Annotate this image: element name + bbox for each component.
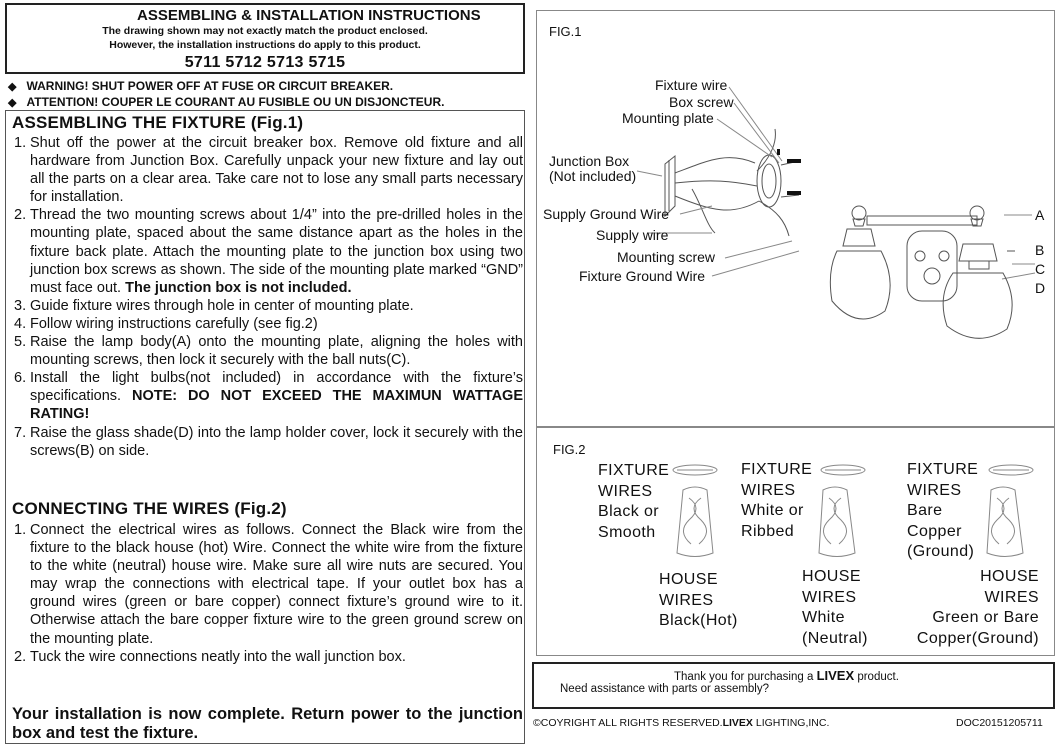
house-wires-white: HOUSE WIRES White (Neutral)	[802, 568, 868, 647]
connecting-heading: CONNECTING THE WIRES (Fig.2)	[12, 499, 287, 518]
left-lamp-cap	[843, 229, 875, 246]
diamond-icon: ◆	[8, 81, 17, 93]
callout-c: C	[1035, 261, 1046, 277]
house-wires-ground: HOUSE WIRES Green or Bare Copper(Ground)	[916, 568, 1039, 647]
thank-you-text: Thank you for purchasing a LIVEX product.	[674, 668, 899, 683]
wire-nut-2	[819, 465, 865, 557]
callout-box-screw: Box screw	[669, 94, 734, 110]
list-item: 1. Shut off the power at the circuit breaker box. Remove old fixture and all hardware from Junction Box. Carefully unpack your new fixture and lay out all the parts on a clear area. Take care not to lose any small parts necessary for installation.	[14, 135, 523, 206]
completion-note: Your installation is now complete. Return power to the junction box and test the fixture.	[12, 705, 523, 742]
header-note-1: The drawing shown may not exactly match the product enclosed.	[102, 25, 428, 37]
left-globe	[830, 251, 890, 319]
warning-fr: ◆ ATTENTION! COUPER LE COURANT AU FUSIBLE OU UN DISJONCTEUR.	[8, 95, 445, 109]
diamond-icon: ◆	[8, 97, 17, 109]
header-box	[5, 3, 525, 74]
figure-1	[536, 10, 1055, 427]
figure-2	[536, 427, 1055, 656]
callout-mounting-screw: Mounting screw	[617, 249, 716, 265]
list-item: 4. Follow wiring instructions carefully (see fig.2)	[14, 315, 318, 332]
fixture-wires-ground: FIXTURE WIRES Bare Copper (Ground)	[907, 461, 979, 560]
warning-en: ◆ WARNING! SHUT POWER OFF AT FUSE OR CIRCUIT BREAKER.	[8, 79, 394, 93]
mounting-plate-shape	[757, 155, 781, 207]
connecting-steps	[14, 521, 523, 666]
list-item: 3. Guide fixture wires through hole in center of mounting plate.	[14, 297, 414, 314]
model-numbers: 5711 5712 5713 5715	[184, 54, 346, 71]
instructions-panel	[5, 110, 525, 744]
list-item: 6. Install the light bulbs(not included) in accordance with the fixture’s specifications. NOTE: DO NOT EXCEED THE MAXIMUN WATTAGE RATING!	[14, 370, 523, 423]
header-note-2: However, the installation instructions do apply to this product.	[109, 39, 421, 51]
list-item: 5. Raise the lamp body(A) onto the mounting plate, aligning the holes with mounting screws, then lock it securely with the ball nuts(C).	[14, 334, 523, 369]
copyright: ©COYRIGHT ALL RIGHTS RESERVED.LIVEX LIGHTING,INC.	[533, 717, 830, 729]
list-item: 1. Connect the electrical wires as follows. Connect the Black wire from the fixture to the black house (hot) Wire. Connect the white wire from the fixture to the white (neutral) house wire. Make sure all wire nuts are secured. You may wrap the connections with electrical tape. If your outlet box has a ground wires (green or bare copper) connect fixture’s ground wire to it. Otherwise attach the bare copper fixture wire to the green ground screw on the mounting plate.	[14, 522, 523, 647]
assistance-text: Need assistance with parts or assembly?	[560, 683, 770, 695]
list-item: 2. Thread the two mounting screws about 1/4” into the pre-drilled holes in the mounting plate, spaced about the same distance apart as the holes in the fixture back plate. Attach the mounting plate to the junction box using two junction box screws as shown. The side of the mounting plate marked “GND” must face out. The junction box is not included.	[14, 207, 523, 296]
house-wires-black: HOUSE WIRES Black(Hot)	[659, 571, 738, 629]
list-item: 2. Tuck the wire connections neatly into the wall junction box.	[14, 648, 406, 665]
callout-a: A	[1035, 207, 1045, 223]
callout-junction-box: Junction Box (Not included)	[549, 153, 637, 184]
fixture-wires-black: FIXTURE WIRES Black or Smooth	[598, 462, 670, 541]
callout-d: D	[1035, 280, 1046, 296]
callout-b: B	[1035, 242, 1045, 258]
callout-fixture-wire: Fixture wire	[655, 77, 728, 93]
callout-supply-ground: Supply Ground Wire	[543, 206, 670, 222]
fixture-arm	[867, 216, 977, 225]
figure-1-label: FIG.1	[549, 24, 582, 39]
wire-nut-1	[673, 465, 717, 557]
fixture-wires-white: FIXTURE WIRES White or Ribbed	[741, 461, 813, 540]
brand-logo: LIVEX	[816, 668, 855, 683]
callout-fixture-ground: Fixture Ground Wire	[579, 268, 706, 284]
list-item: 7. Raise the glass shade(D) into the lamp holder cover, lock it securely with the screws(B) on side.	[14, 424, 523, 459]
figure-2-label: FIG.2	[553, 442, 586, 457]
right-globe	[943, 273, 1012, 338]
wire-nut-3	[987, 465, 1033, 557]
assembling-heading: ASSEMBLING THE FIXTURE (Fig.1)	[12, 113, 304, 132]
doc-number: DOC20151205711	[956, 717, 1043, 729]
thank-you-box	[532, 662, 1055, 709]
wire-lines	[675, 129, 789, 236]
callout-mounting-plate: Mounting plate	[622, 110, 714, 126]
assembling-steps	[14, 134, 523, 460]
right-lamp-cap	[959, 244, 997, 261]
callout-supply-wire: Supply wire	[596, 227, 669, 243]
doc-title: ASSEMBLING & INSTALLATION INSTRUCTIONS	[137, 7, 481, 24]
